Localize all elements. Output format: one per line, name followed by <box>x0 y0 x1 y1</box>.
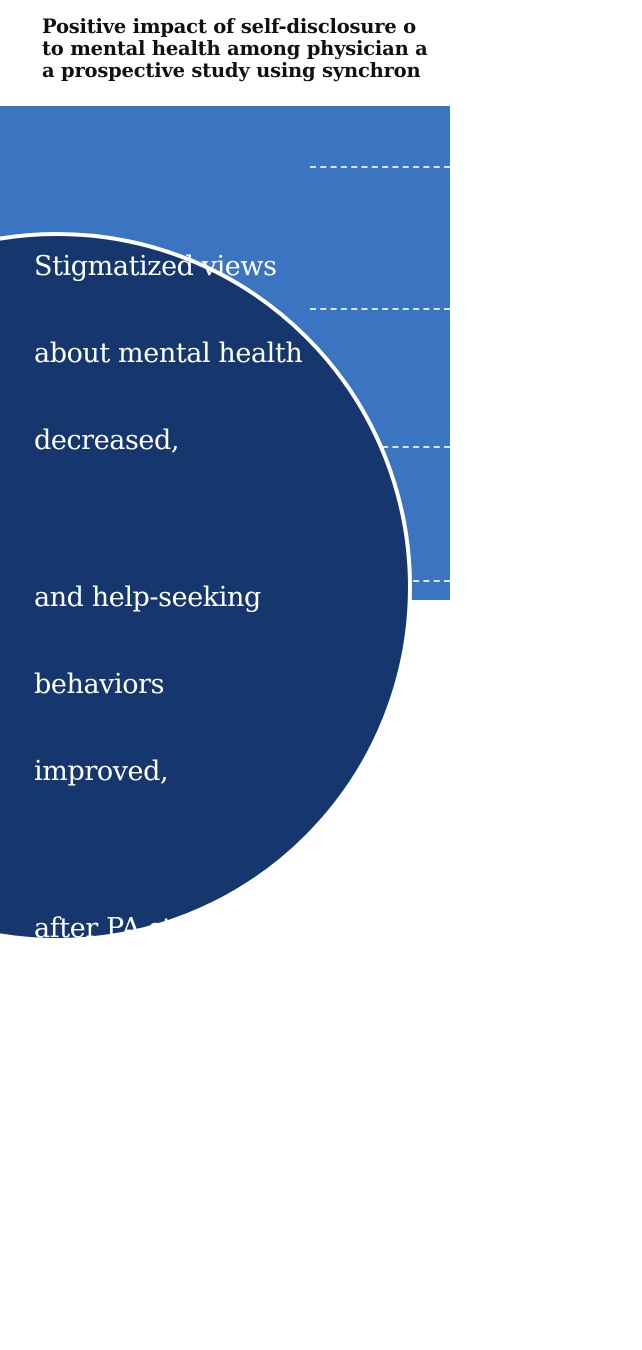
key-finding-text <box>34 194 354 1349</box>
text-line: improved, <box>34 756 169 787</box>
text-line: of lived experience <box>34 1174 287 1205</box>
text-line: decreased, <box>34 425 180 456</box>
page-title <box>42 16 642 82</box>
text-line: about mental health <box>34 338 303 369</box>
title-line-2: to mental health among physician a <box>42 37 428 60</box>
text-line: and help-seeking <box>34 582 261 613</box>
finding-paragraph-3 <box>34 856 354 1349</box>
text-line: after PA students <box>34 913 263 944</box>
text-line: Stigmatized views <box>34 251 277 282</box>
title-line-1: Positive impact of self-disclosure o <box>42 15 416 38</box>
text-line: to self-disclosure <box>34 1087 268 1118</box>
header <box>0 0 450 106</box>
dashed-divider <box>310 166 450 168</box>
finding-paragraph-1 <box>34 194 354 513</box>
text-line: behaviors <box>34 669 165 700</box>
title-line-3: a prospective study using synchron <box>42 59 421 82</box>
finding-paragraph-2 <box>34 525 354 844</box>
text-line: were exposed <box>34 1000 218 1031</box>
text-line: by senior faculty <box>34 1261 256 1292</box>
